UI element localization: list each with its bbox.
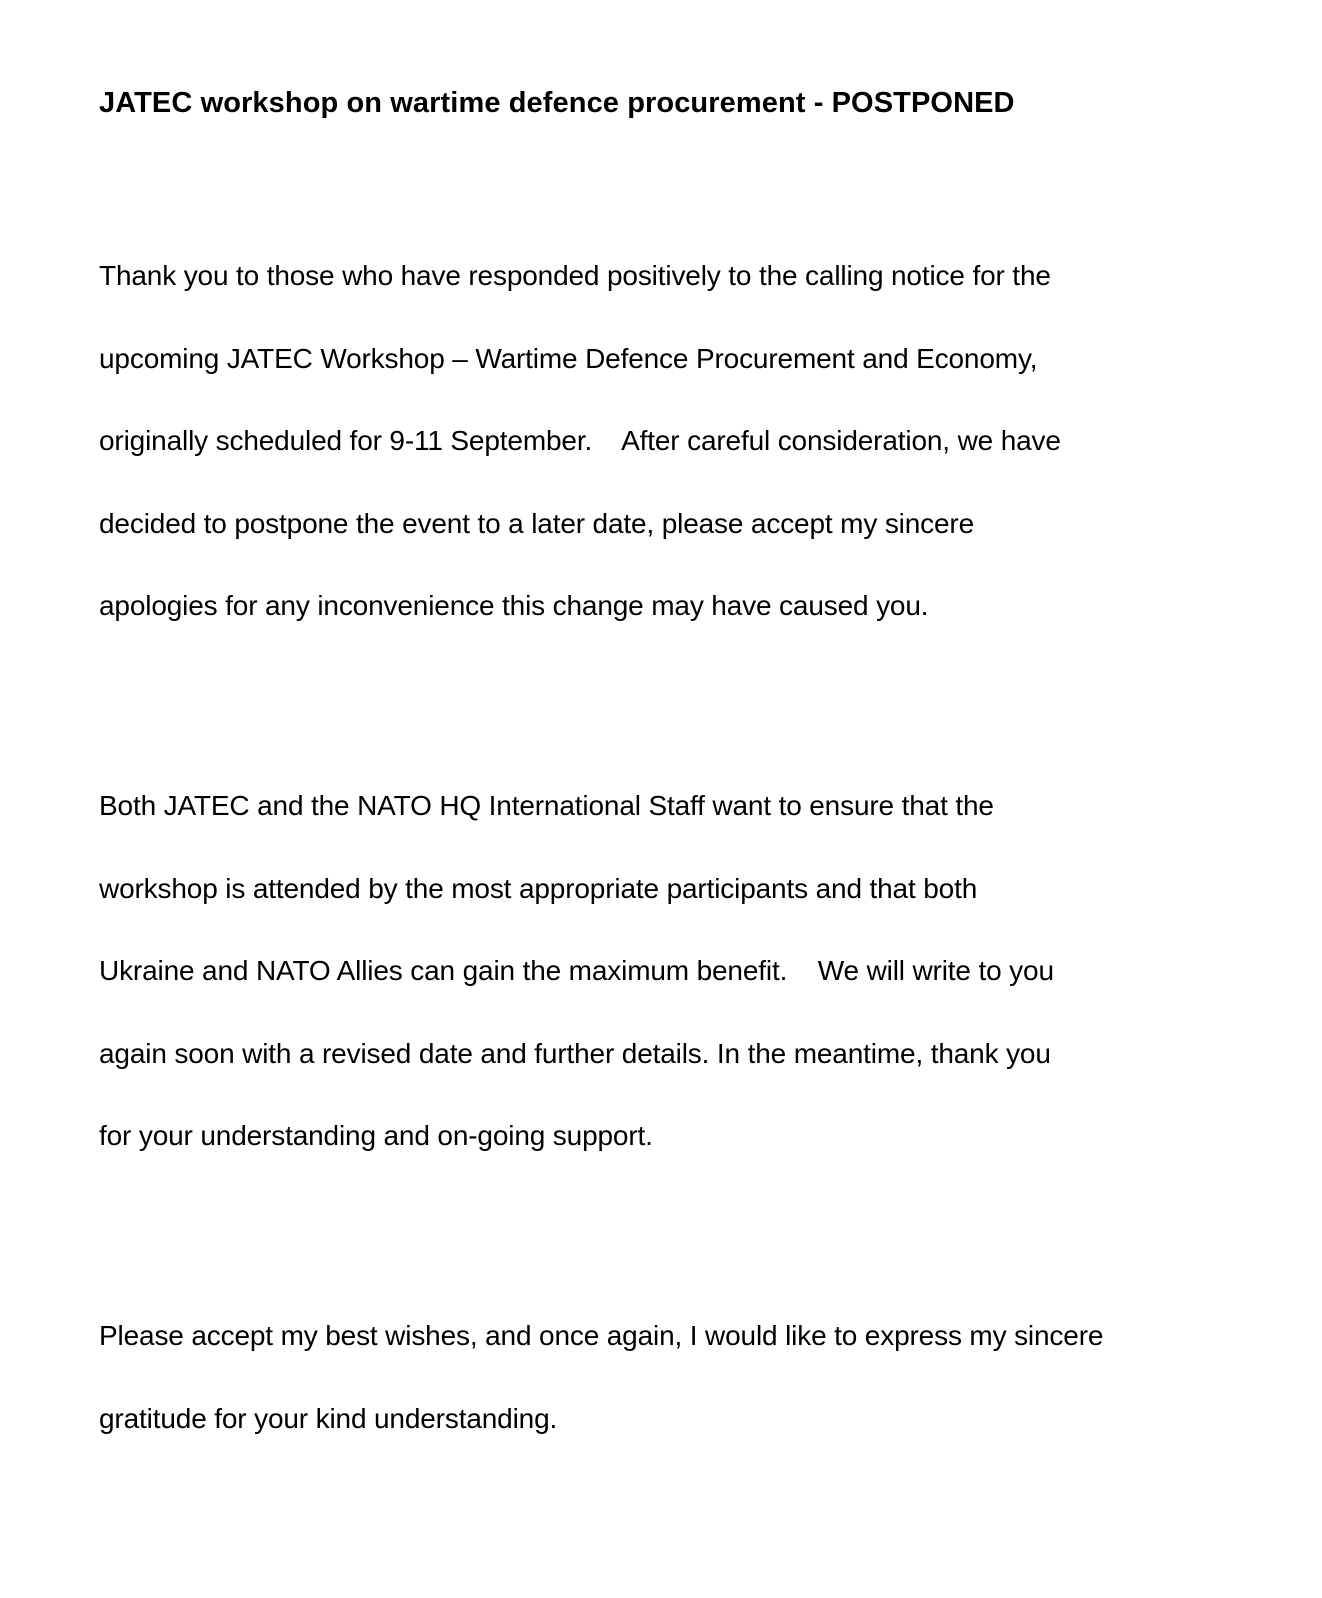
- paragraph-line: again soon with a revised date and further details. In the meantime, thank you: [99, 1037, 1051, 1069]
- paragraph-line: Thank you to those who have responded positively to the calling notice for the: [99, 260, 1051, 291]
- paragraph-line: gratitude for your kind understanding.: [99, 1402, 558, 1434]
- paragraph-line: for your understanding and on-going support.: [99, 1120, 653, 1151]
- paragraph-participants: [99, 786, 1054, 1199]
- paragraph-postponement-notice: [99, 256, 1061, 669]
- paragraph-closing: [99, 1316, 1103, 1481]
- paragraph-line: Both JATEC and the NATO HQ International Staff want to ensure that the: [99, 790, 994, 821]
- paragraph-line: workshop is attended by the most appropriate participants and that both: [99, 872, 978, 904]
- paragraph-line: apologies for any inconvenience this change may have caused you.: [99, 590, 929, 621]
- paragraph-line: decided to postpone the event to a later date, please accept my sincere: [99, 507, 975, 539]
- paragraph-line: Ukraine and NATO Allies can gain the maximum benefit. We will write to you: [99, 955, 1054, 986]
- paragraph-line: Please accept my best wishes, and once again, I would like to express my sincere: [99, 1320, 1104, 1351]
- paragraph-line: originally scheduled for 9-11 September. After careful consideration, we have: [99, 425, 1061, 456]
- document-title: JATEC workshop on wartime defence procurement - POSTPONED: [99, 87, 1015, 119]
- paragraph-line: upcoming JATEC Workshop – Wartime Defence Procurement and Economy,: [99, 342, 1038, 374]
